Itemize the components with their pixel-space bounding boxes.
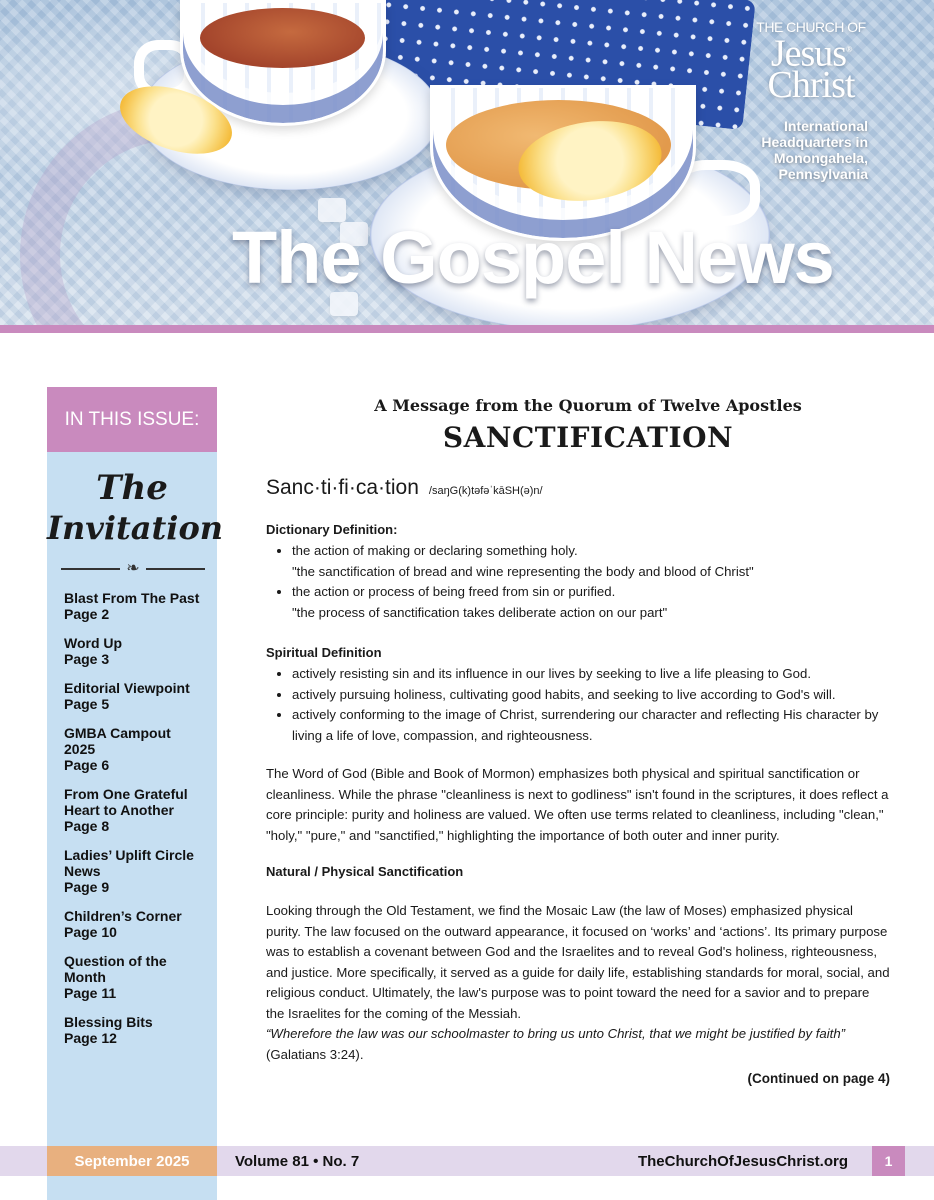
toc-item-childrens-corner[interactable] xyxy=(64,908,207,940)
toc-item-word-up[interactable] xyxy=(64,635,207,667)
issue-date: September 2025 xyxy=(47,1146,217,1176)
body-paragraph: The Word of God (Bible and Book of Mormon) emphasizes both physical and spiritual sanctification or cleanliness. While the phrase "cleanliness is next to godliness" isn't found in the scriptures, it does reflect a core principle: purity and holiness are valued. We often use terms related to cleanliness, including "clean," "holy," "pure," and "sanctified," highlighting the importance of both outer and inner purity. xyxy=(266,766,889,843)
article xyxy=(266,396,890,1086)
church-logo xyxy=(736,19,886,106)
definition-example: "the process of sanctification takes deliberate action on our part" xyxy=(292,604,668,620)
ornamental-divider xyxy=(61,562,205,576)
volume-number: Volume 81 • No. 7 xyxy=(235,1152,360,1170)
toc-item-title: Blast From The Past xyxy=(64,590,200,606)
header-banner xyxy=(0,0,934,325)
spiritual-definition-heading: Spiritual Definition xyxy=(266,645,382,660)
feature-title-line: Invitation xyxy=(47,509,224,547)
definition-item xyxy=(292,541,890,582)
logo-line-3: Christ xyxy=(767,63,855,106)
spiritual-definition-list xyxy=(266,664,890,746)
toc-item-page: Page 8 xyxy=(64,818,110,834)
toc-item-blessing-bits[interactable] xyxy=(64,1014,207,1046)
toc-item-title: Children’s Corner xyxy=(64,908,182,924)
masthead-title: The Gospel News xyxy=(232,216,834,299)
phonetic-spelling: /saŋG(k)təfəˈkāSH(ə)n/ xyxy=(428,485,543,497)
toc-item-page: Page 12 xyxy=(64,1030,117,1046)
subtitle-line: Pennsylvania xyxy=(778,166,868,182)
definition-item: • actively pursuing holiness, cultivating good habits, and seeking to live according to God's will. xyxy=(292,685,890,706)
headquarters-subtitle xyxy=(761,118,868,182)
header-divider xyxy=(0,325,934,333)
dictionary-definition-list xyxy=(266,541,890,623)
sidebar-heading: IN THIS ISSUE: xyxy=(47,387,217,452)
definition-item: • actively resisting sin and its influence in our lives by seeking to live a life pleasing to God. xyxy=(292,664,890,685)
sidebar-tail xyxy=(47,1176,217,1200)
logo-jesus: Jesus xyxy=(770,32,847,75)
toc-item-gmba-campout[interactable] xyxy=(64,725,207,773)
toc-item-page: Page 9 xyxy=(64,879,110,895)
definition-text: the action or process of being freed from sin or purified. xyxy=(292,584,616,599)
page-number: 1 xyxy=(872,1146,905,1176)
toc-item-title: Word Up xyxy=(64,635,123,651)
website-link[interactable]: TheChurchOfJesusChrist.org xyxy=(637,1152,848,1170)
toc-item-ladies-uplift[interactable] xyxy=(64,847,207,895)
toc-item-title: From One Grateful Heart to Another xyxy=(64,786,188,818)
toc-item-question-of-month[interactable] xyxy=(64,953,207,1001)
continued-link[interactable]: (Continued on page 4) xyxy=(747,1071,890,1086)
divider-line xyxy=(61,568,120,570)
toc-item-title: Question of the Month xyxy=(64,953,167,985)
toc-item-title: Blessing Bits xyxy=(64,1014,153,1030)
flourish-icon: ❧ xyxy=(126,560,140,577)
footer-bar xyxy=(0,1146,934,1176)
feature-title xyxy=(47,468,224,548)
toc-item-grateful-heart[interactable] xyxy=(64,786,207,834)
toc-item-title: Ladies’ Uplift Circle News xyxy=(64,847,194,879)
in-this-issue-sidebar xyxy=(47,387,224,1200)
logo-line-1: THE CHURCH OF xyxy=(756,19,866,35)
body-paragraph xyxy=(266,901,890,1065)
subtitle-line: Headquarters in xyxy=(761,134,868,150)
definition-item xyxy=(292,582,890,623)
table-of-contents xyxy=(47,590,217,1046)
definition-item: • actively conforming to the image of Christ, surrendering our character and reflecting His character by living a life of love, compassion, and righteousness. xyxy=(292,705,890,746)
toc-item-page: Page 2 xyxy=(64,606,110,622)
definition-example: "the sanctification of bread and wine representing the body and blood of Christ" xyxy=(292,563,754,579)
divider-line xyxy=(146,568,205,570)
scripture-quote: “Wherefore the law was our schoolmaster to bring us unto Christ, that we might be justified by faith” xyxy=(266,1026,846,1041)
toc-item-page: Page 3 xyxy=(64,651,110,667)
article-kicker: A Message from the Quorum of Twelve Apostles xyxy=(374,396,802,415)
scripture-citation: (Galatians 3:24). xyxy=(266,1046,364,1062)
tea-image xyxy=(200,8,365,68)
paragraph-text: Looking through the Old Testament, we find the Mosaic Law (the law of Moses) emphasized physical purity. The law focused on the outward appearance, it focused on ‘works’ and ‘actions’. Its primary purpose was to establish a covenant between God and the Israelites and to reveal God's holiness, righteousness, and justice. More specifically, it served as a guide for daily life, establishing standards for moral, social, and religious conduct. Ultimately, the law's purpose was to point toward the need for a savior and to prepare the Israelites for the coming of the Messiah. xyxy=(266,903,890,1021)
toc-item-page: Page 5 xyxy=(64,696,110,712)
toc-item-page: Page 11 xyxy=(64,985,117,1001)
natural-sanctification-heading: Natural / Physical Sanctification xyxy=(266,864,464,879)
pronunciation xyxy=(266,476,890,500)
toc-item-title: Editorial Viewpoint xyxy=(64,680,190,696)
subtitle-line: Monongahela, xyxy=(773,150,868,166)
toc-item-page: Page 10 xyxy=(64,924,117,940)
toc-item-editorial-viewpoint[interactable] xyxy=(64,680,207,712)
dictionary-definition-heading: Dictionary Definition: xyxy=(266,522,398,537)
feature-title-line: The xyxy=(96,468,168,508)
registered-mark: ® xyxy=(846,45,852,54)
article-title: SANCTIFICATION xyxy=(442,421,734,454)
subtitle-line: International xyxy=(783,118,868,134)
toc-item-page: Page 6 xyxy=(64,757,110,773)
toc-item-blast-from-the-past[interactable] xyxy=(64,590,207,622)
syllabified-word: Sanc·ti·fi·ca·tion xyxy=(266,476,419,499)
toc-item-title: GMBA Campout 2025 xyxy=(64,725,171,757)
definition-text: the action of making or declaring something holy. xyxy=(292,543,578,558)
